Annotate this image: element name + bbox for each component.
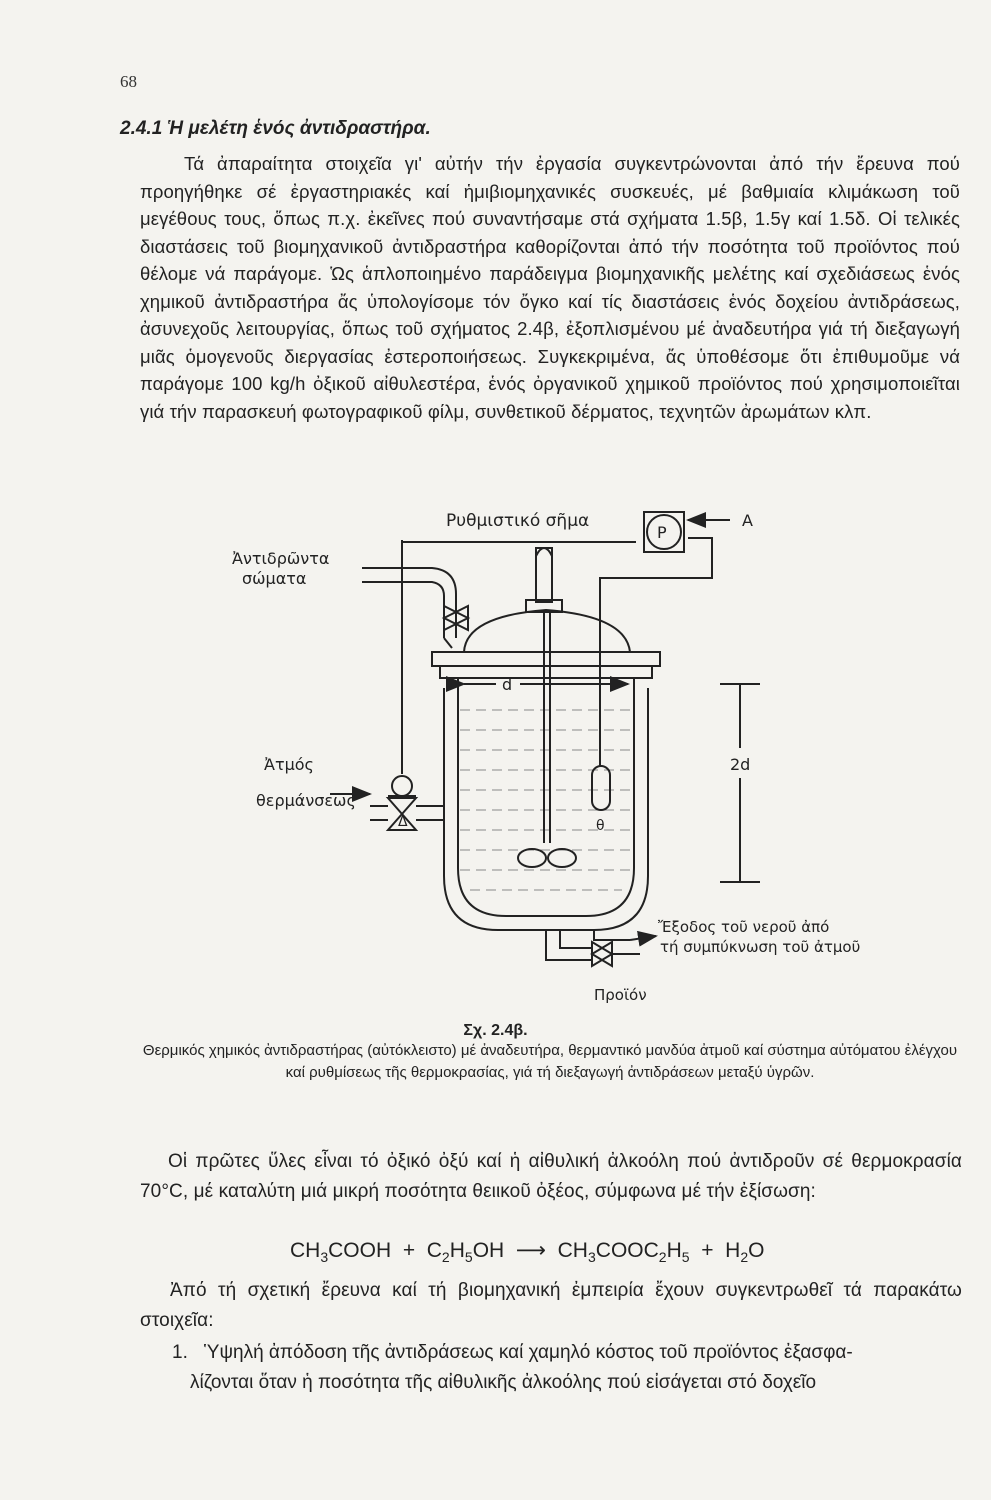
label-height: 2d xyxy=(730,755,751,774)
reactant-inlet-pipe xyxy=(362,568,456,638)
liquid-level xyxy=(460,710,632,890)
chemical-equation: $CH_3COOH + C_2H_5OH$ ⟶ $CH_3COOC_2H_5 + H_2O$ xyxy=(290,1239,765,1266)
label-reactants: Ἀντιδρῶντα xyxy=(232,549,330,568)
vessel-flange xyxy=(432,652,660,666)
impeller xyxy=(518,849,546,867)
list-item-text-line1: Ὑψηλή ἀπόδοση τῆς ἀντιδράσεως καί χαμηλό κόστος τοῦ προϊόντος ἐξασφα- xyxy=(204,1342,853,1363)
vessel-inner-wall xyxy=(458,678,634,916)
label-signal-a: A xyxy=(742,511,753,530)
figure-caption-text: Θερμικός χημικός ἀντιδραστήρας (αὐτόκλειστο) μέ ἀναδευτήρα, θερμαντικό μανδύα ἀτμοῦ καί σύστημα αὐτόματου ἐλέγχου καί ρυθμίσεως τῆς θερμοκρασίας, γιά τή διεξαγωγή ἀντιδράσεων μεταξύ ὑγρῶν. xyxy=(142,1042,958,1081)
reactor-diagram xyxy=(220,498,920,1018)
label-control-signal: Ρυθμιστικό σῆμα xyxy=(446,511,590,531)
heating-jacket xyxy=(444,688,648,930)
label-controller-p: P xyxy=(657,523,667,542)
body-paragraph-2: Οἱ πρῶτες ὕλες εἶναι τό ὀξικό ὀξύ καί ἡ αἰθυλική ἀλκοόλη πού ἀντιδροῦν σέ θερμοκρασία 70°C, μέ καταλύτη μιά μικρή ποσότητα θειικοῦ ὀξέος, σύμφωνα μέ τήν ἐξίσωση: xyxy=(140,1151,962,1202)
condensate-outlet xyxy=(594,930,630,940)
label-condensate: Ἔξοδος τοῦ νεροῦ ἀπό xyxy=(658,918,830,936)
body-paragraph-3: Ἀπό τή σχετική ἔρευνα καί τή βιομηχανική ἐμπειρία ἔχουν συγκεντρωθεῖ τά παρακάτω στοιχεῖα: xyxy=(140,1280,962,1331)
list-item-text-line2: λίζονται ὅταν ἡ ποσότητα τῆς αἰθυλικῆς ἀλκοόλης πού εἰσάγεται στό δοχεῖο xyxy=(190,1372,817,1393)
label-thermo: θ xyxy=(596,818,605,834)
figure-caption-title: Σχ. 2.4β. xyxy=(463,1022,528,1039)
label-valve-delta: Δ xyxy=(398,814,408,830)
thermometer-bulb xyxy=(592,766,610,810)
label-product: Προϊόν xyxy=(594,986,647,1004)
intro-paragraph: Τά ἀπαραίτητα στοιχεῖα γι' αὐτήν τήν ἐργασία συγκεντρώνονται ἀπό τήν ἔρευνα πού προηγήθηκε σέ ἐργαστηριακές καί ἡμιβιομηχανικές συσκευές, μέ βαθμιαία κλιμάκωση τοῦ μεγέθους τους, ὅπως π.χ. ἐκεῖνες πού συναντήσαμε στά σχήματα 1.5β, 1.5γ καί 1.5δ. Οἱ τελικές διαστάσεις τοῦ βιομηχανικοῦ ἀντιδραστήρα καθορίζονται ἀπό τήν ποσότητα τοῦ προϊόντος πού θέλομε νά παράγομε. Ὡς ἁπλοποιημένο παράδειγμα βιομηχανικῆς μελέτης καί σχεδιάσεως ἑνός χημικοῦ ἀντιδραστήρα ἄς ὑπολογίσομε τόν ὄγκο καί τίς διαστάσεις ἑνός δοχείου ἀντιδράσεως, ἀσυνεχοῦς λειτουργίας, ὅπως τοῦ σχήματος 2.4β, ἐξοπλισμένου μέ ἀναδευτήρα γιά τή διεξαγωγή μιᾶς ὁμογενοῦς διεργασίας ἐστεροποιήσεως. Συγκεκριμένα, ἄς ὑποθέσομε ὅτι ἐπιθυμοῦμε νά παράγομε 100 kg/h ὀξικοῦ αἰθυλεστέρα, ἑνός ὀργανικοῦ χημικοῦ προϊόντος πού χρησιμοποιεῖται γιά τήν παρασκευή φωτογραφικοῦ φίλμ, συνθετικοῦ δέρματος, τεχνητῶν ἀρωμάτων κλπ. xyxy=(140,153,960,422)
page-number: 68 xyxy=(120,72,137,91)
product-outlet-pipe xyxy=(546,930,592,960)
svg-text:τή συμπύκνωση τοῦ ἀτμοῦ: τή συμπύκνωση τοῦ ἀτμοῦ xyxy=(660,938,861,956)
svg-text:θερμάνσεως: θερμάνσεως xyxy=(256,791,356,810)
section-heading: 2.4.1 Ἡ μελέτη ἑνός ἀντιδραστήρα. xyxy=(120,118,431,139)
list-item-number: 1. xyxy=(172,1342,188,1363)
vessel-lid xyxy=(464,610,630,652)
list-item xyxy=(172,1338,972,1398)
svg-text:σώματα: σώματα xyxy=(242,569,307,588)
label-steam: Ἀτμός xyxy=(264,755,314,774)
label-diameter: d xyxy=(502,675,513,694)
stirrer-motor xyxy=(536,548,552,602)
